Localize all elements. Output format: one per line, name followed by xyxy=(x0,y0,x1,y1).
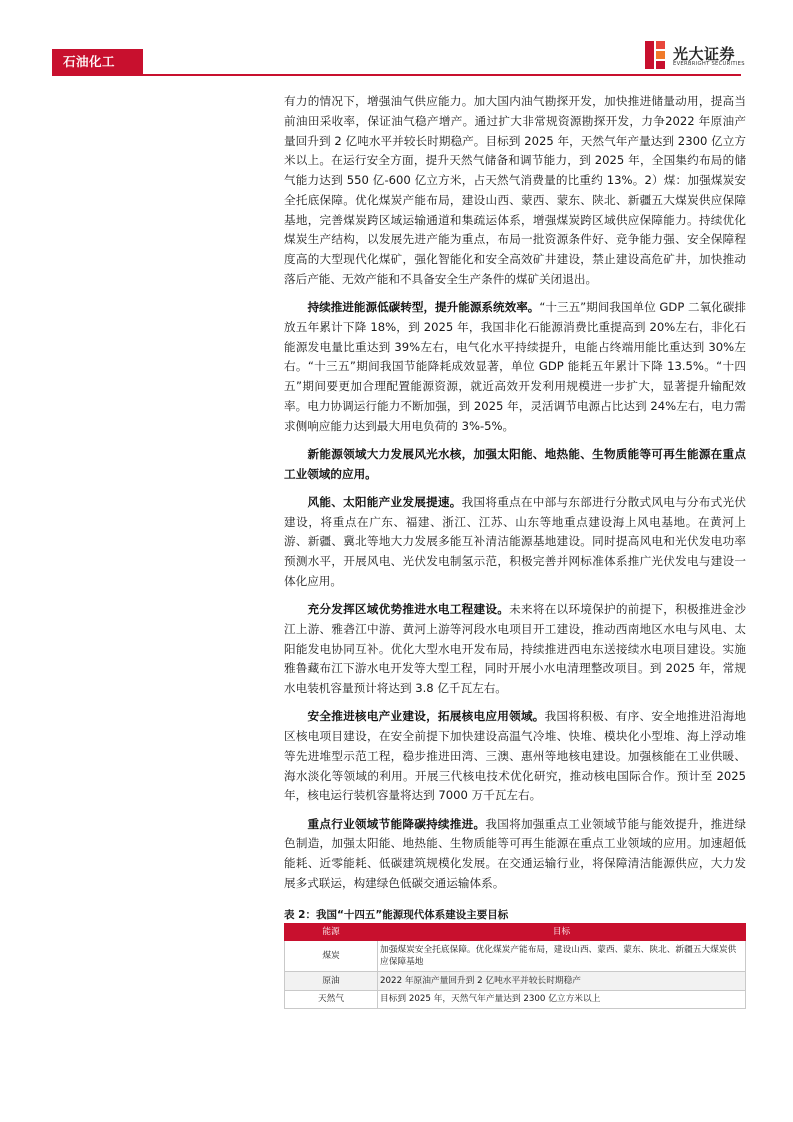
paragraph-text: 有力的情况下，增强油气供应能力。加大国内油气勘探开发，加快推进储量动用，提高当前油田采收率，保证油气稳产增产。通过扩大非常规资源勘探开发，力争2022 年原油产量回升到 2 亿吨水平并较长时期稳产。目标到 2025 年，天然气年产量达到 2300 亿立方米以上。在运行安全方面，提升天然气储备和调节能力，到 2025 年，全国集约布局的储气能力达到 550 亿-600 亿立方米，占天然气消费量的比重约 13%。2）煤：加强煤炭安全托底保障。优化煤炭产能布局，建设山西、蒙西、蒙东、陕北、新疆五大煤炭供应保障基地，完善煤炭跨区域运输通道和集疏运体系，增强煤炭跨区域供应保障能力。持续优化煤炭生产结构，以发展先进产能为重点，布局一批资源条件好、竞争能力强、安全保障程度高的大型现代化煤矿，强化智能化和安全高效矿井建设，禁止建设高危矿井，加快推动落后产能、无效产能和不具备安全生产条件的煤矿关闭退出。 xyxy=(284,94,746,286)
table-row xyxy=(285,990,746,1009)
cell-goal: 2022 年原油产量回升到 2 亿吨水平并较长时期稳产 xyxy=(378,972,746,991)
paragraph-text: “十三五”期间我国单位 GDP 二氧化碳排放五年累计下降 18%，到 2025 年，我国非化石能源消费比重提高到 20%左右，非化石能源发电量比重达到 39%左右，电气化水平持续提升，电能占终端用能比重达到 30%左右。“十三五”期间我国节能降耗成效显著，单位 GDP 能耗五年累计下降 13.5%。“十四五”期间要更加合理配置能源资源，就近高效开发利用规模进一步扩大，显著提升输配效率。电力协调运行能力不断加强，到 2025 年，灵活调节电源占比达到 24%左右，电力需求侧响应能力达到最大用电负荷的 3%-5%。 xyxy=(284,300,746,433)
cell-source: 原油 xyxy=(285,972,378,991)
table-row xyxy=(285,941,746,972)
table-header-row xyxy=(285,924,746,941)
paragraph-heading: 风能、太阳能产业发展提速。 xyxy=(307,494,462,509)
paragraph-text: 我国将积极、有序、安全地推进沿海地区核电项目建设，在安全前提下加快建设高温气冷堆、快堆、模块化小型堆、海上浮动堆等先进堆型示范工程，稳步推进田湾、三澳、惠州等地核电建设。加强核能在工业供暖、海水淡化等领域的利用。开展三代核电技术优化研究，推动核电国际合作。预计至 2025 年，核电运行装机容量将达到 7000 万千瓦左右。 xyxy=(284,709,746,803)
paragraph-heading: 充分发挥区域优势推进水电工程建设。 xyxy=(307,602,510,616)
everbright-logo-icon xyxy=(643,40,667,70)
table-title: 表 2：我国“十四五”能源现代体系建设主要目标 xyxy=(284,909,509,921)
logo-chinese-name: 光大证券 xyxy=(673,45,736,63)
cell-source: 天然气 xyxy=(285,990,378,1009)
paragraph-heading: 重点行业领域节能降碳持续推进。 xyxy=(307,816,486,831)
paragraph-wind-solar xyxy=(284,493,746,592)
logo-english-name: EVERBRIGHT SECURITIES xyxy=(673,61,745,67)
cell-goal: 加强煤炭安全托底保障。优化煤炭产能布局，建设山西、蒙西、蒙东、陕北、新疆五大煤炭供应保障基地 xyxy=(378,941,746,972)
paragraph-heading: 安全推进核电产业建设，拓展核电应用领域。 xyxy=(307,709,545,724)
report-body xyxy=(284,92,746,902)
paragraph-new-energy xyxy=(284,445,746,485)
cell-goal: 目标到 2025 年，天然气年产量达到 2300 亿立方米以上 xyxy=(378,990,746,1009)
table-row xyxy=(285,972,746,991)
paragraph-text: 我国将加强重点工业领域节能与能效提升，推进绿色制造，加强太阳能、地热能、生物质能等可再生能源在重点工业领域的应用。加速超低能耗、近零能耗、低碳建筑规模化发展。在交通运输行业，将保障清洁能源供应，大力发展多式联运，构建绿色低碳交通运输体系。 xyxy=(284,816,746,890)
paragraph-heading: 持续推进能源低碳转型，提升能源系统效率。 xyxy=(307,300,540,314)
column-header-source: 能源 xyxy=(285,924,378,941)
column-header-goal: 目标 xyxy=(378,924,746,941)
paragraph-nuclear xyxy=(284,707,746,806)
cell-source: 煤炭 xyxy=(285,941,378,972)
paragraph-industry xyxy=(284,815,746,894)
paragraph-heading: 新能源领域大力发展风光水核，加强太阳能、地热能、生物质能等可再生能源在重点工业领域的应用。 xyxy=(284,446,746,481)
header-rule xyxy=(52,74,741,76)
page-header xyxy=(0,0,793,80)
paragraph-text: 我国将重点在中部与东部进行分散式风电与分布式光伏建设，将重点在广东、福建、浙江、江苏、山东等地重点建设海上风电基地。在黄河上游、新疆、冀北等地大力发展多能互补清洁能源基地建设。同时提高风电和光伏发电功率预测水平，开展风电、光伏发电制氢示范，积极完善并网标准体系推广光伏发电与建设一体化应用。 xyxy=(284,494,746,588)
paragraph-low-carb xyxy=(284,298,746,436)
section-tag: 石油化工 xyxy=(52,49,143,74)
paragraph-oil-gas-coal xyxy=(284,92,746,290)
brand-logo xyxy=(643,40,753,74)
paragraph-hydro xyxy=(284,600,746,699)
paragraph-text: 未来将在以环境保护的前提下，积极推进金沙江上游、雅砻江中游、黄河上游等河段水电项目开工建设，推动西南地区水电与风电、太阳能发电协同互补。优化大型水电开发布局，持续推进西电东送接续水电项目建设。实施雅鲁藏布江下游水电开发等大型工程，同时开展小水电清理整改项目。到 2025 年，常规水电装机容量预计将达到 3.8 亿千瓦左右。 xyxy=(284,602,746,695)
energy-targets-table xyxy=(284,923,746,1009)
